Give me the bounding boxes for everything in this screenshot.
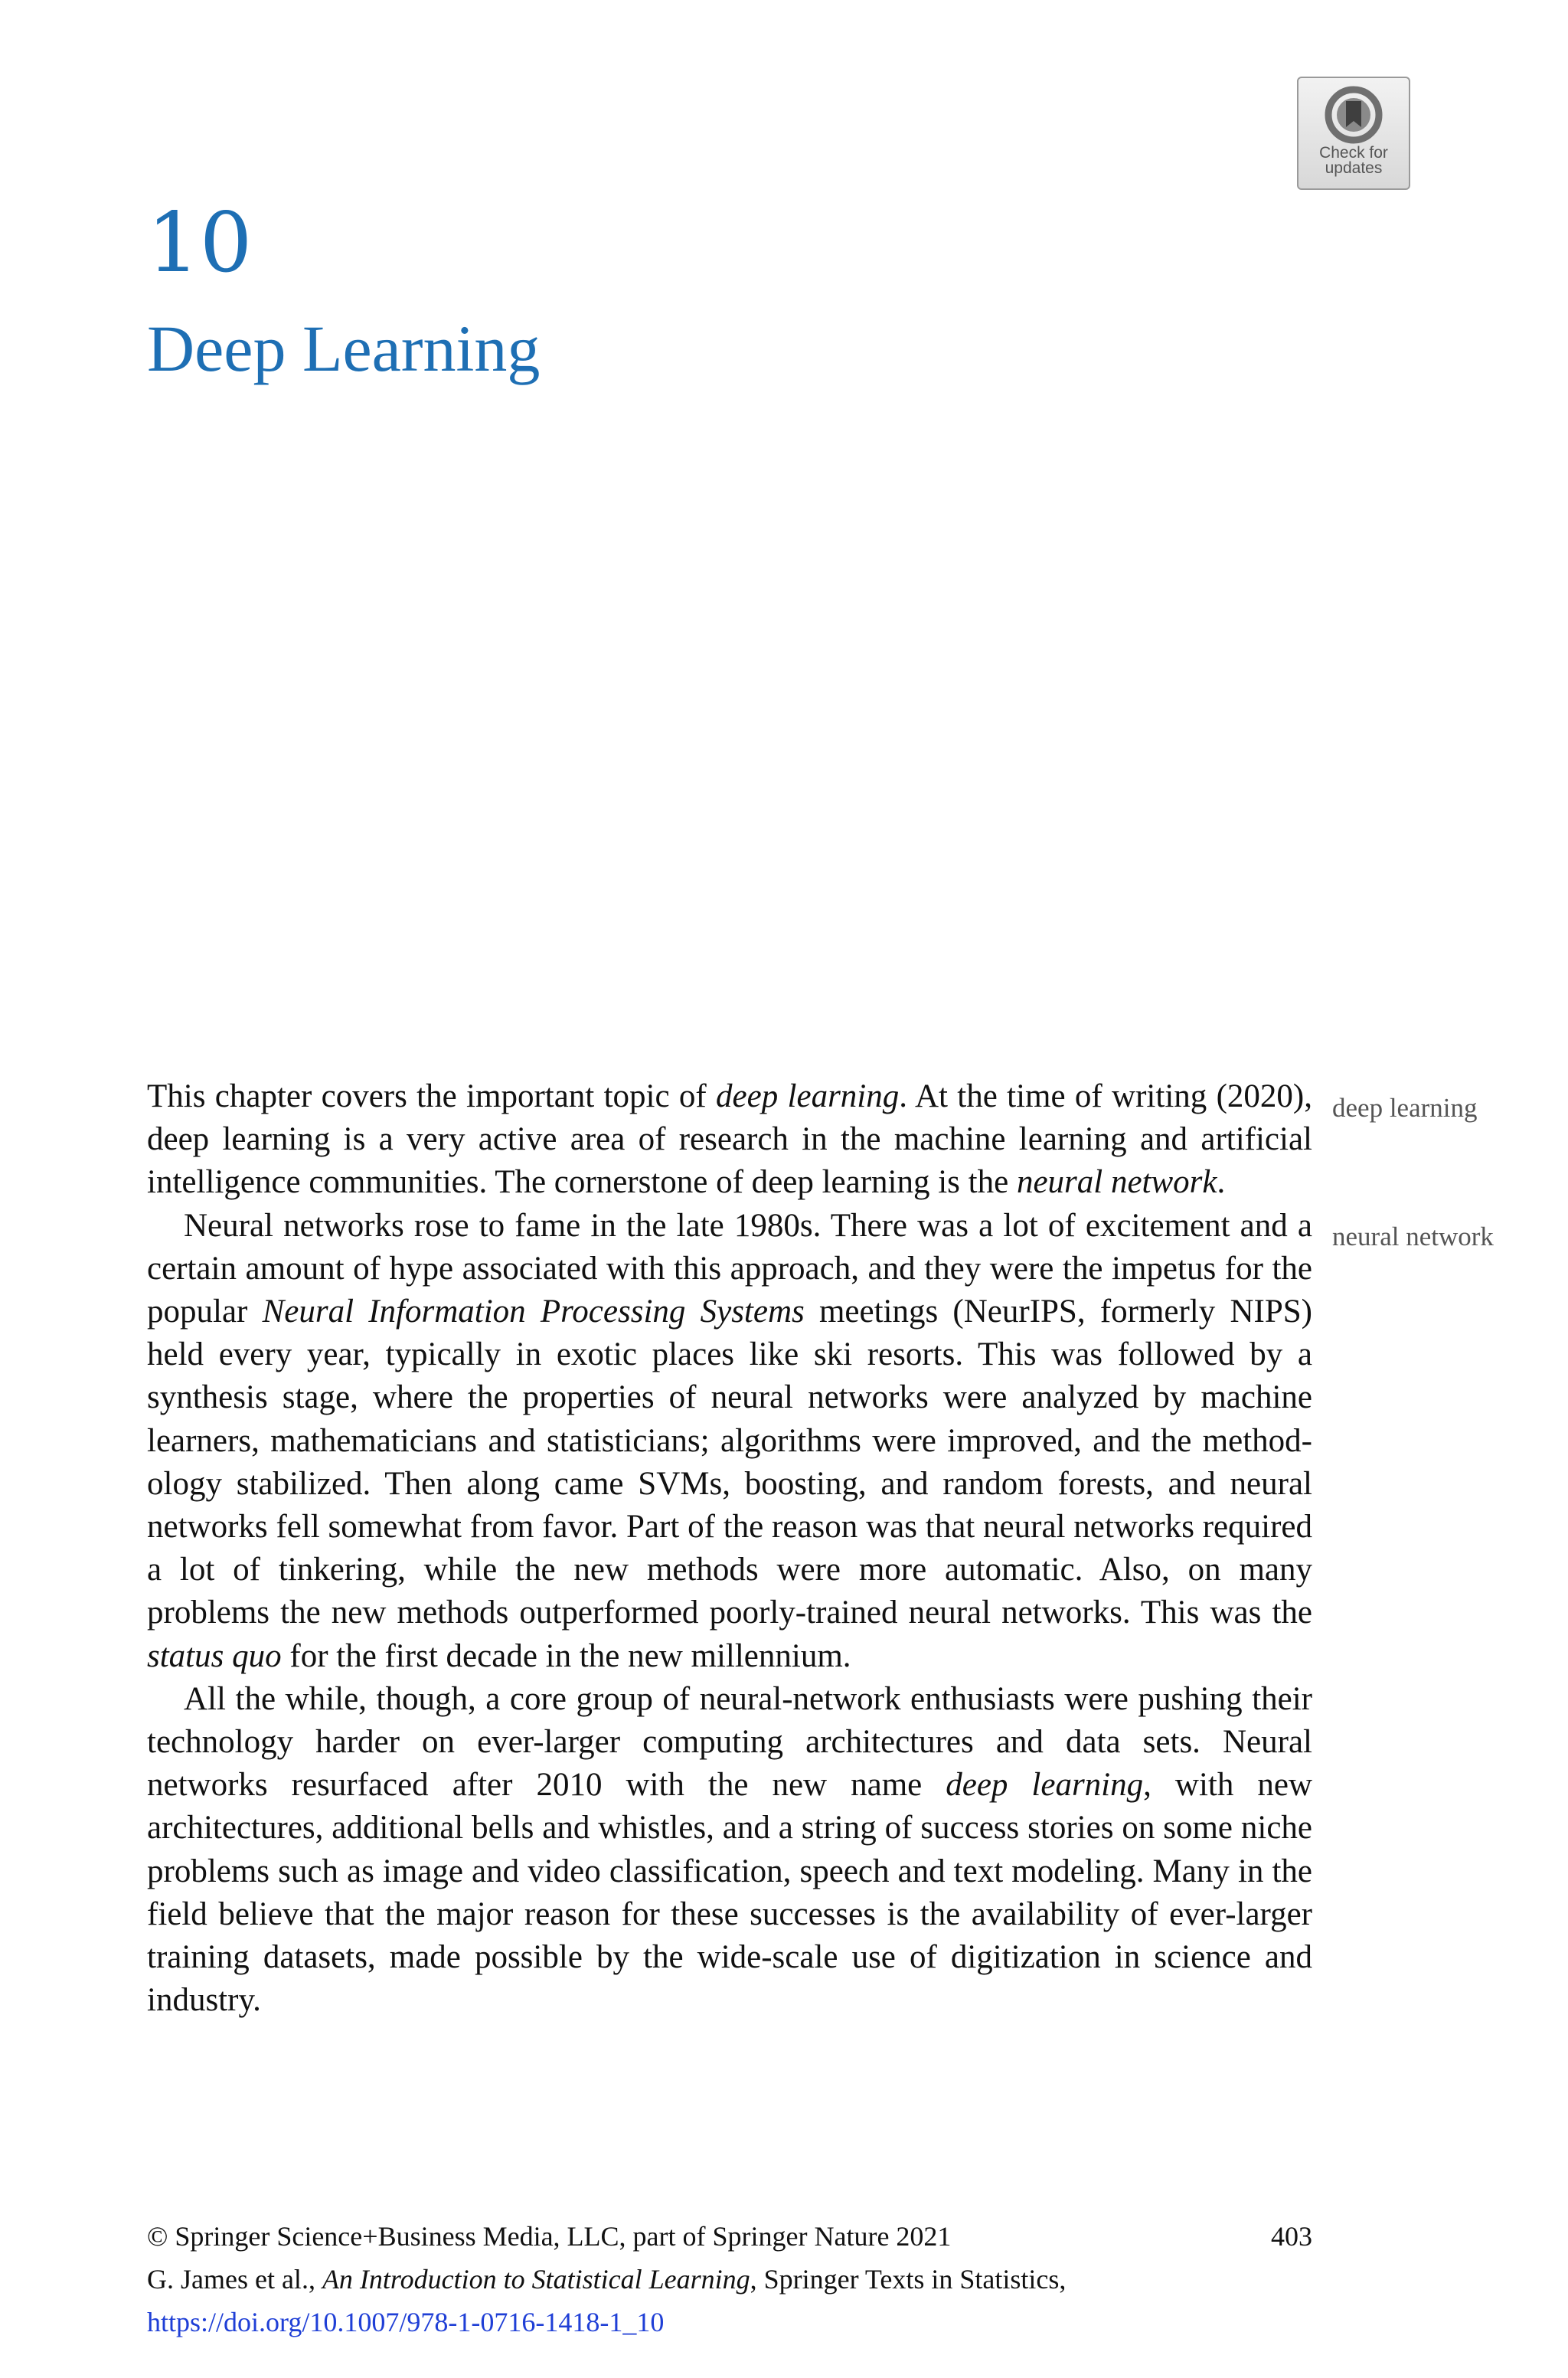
- emphasis-p0: neural network: [1016, 1164, 1217, 1201]
- paragraph-intro: [147, 1075, 1312, 1205]
- emphasis-p0: deep learning: [716, 1078, 900, 1114]
- paragraph-history: [147, 1205, 1312, 1678]
- doi-link[interactable]: https://doi.org/10.1007/978-1-0716-1418-1_10: [147, 2307, 665, 2337]
- chapter-number: 10: [147, 195, 253, 291]
- emphasis-p2: deep learning: [946, 1767, 1144, 1804]
- margin-note-neural-network: neural network: [1332, 1222, 1494, 1251]
- text-run-p1: Neural networks rose to fame in the late 1980s. There was a lot of excitement and a certain amount of hype associated with this approach, and they were the impetus for the popular: [147, 1207, 1312, 1330]
- text-run-p1: meetings (NeurIPS, formerly NIPS) held every year, typically in exotic places like ski resorts. This was followed by a synthesis stage, where the properties of neural networks were analyzed by machine learners, mathematicians and statisticians; algorithms were improved, and the methodology stabilized. Then along came SVMs, boosting, and random forests, and neural networks fell somewhat from favor. Part of the reason was that neural networks required a lot of tinkering, while the new methods were more automatic. Also, on many problems the new methods outperformed poorly-trained neural networks. This was the: [147, 1294, 1312, 1631]
- text-run-citation: , Springer Texts in Statistics,: [750, 2264, 1067, 2295]
- bookmark-ring-icon: [1325, 86, 1383, 144]
- paragraph-resurgence: [147, 1678, 1312, 2023]
- chapter-title: Deep Learning: [147, 312, 541, 385]
- emphasis-citation: An Introduction to Statistical Learning: [322, 2264, 750, 2295]
- text-run-p2: , with new architectures, additional bells and whistles, and a string of success stories on some niche problems such as image and video classification, speech and text modeling. Many in the field believe that the major reason for these successes is the availability of ever-larger training datasets, made possible by the wide-scale use of digitization in science and industry.: [147, 1767, 1312, 2019]
- emphasis-p1: status quo: [147, 1637, 282, 1674]
- check-for-updates-label: Check for updates: [1319, 144, 1388, 177]
- text-run-p0: . At the time of writing (2020), deep learning is a very active area of research in the machine learning and artificial intelligence communities. The cornerstone of deep learning is the: [147, 1078, 1312, 1201]
- text-run-p0: .: [1217, 1164, 1226, 1201]
- copyright-notice: © Springer Science+Business Media, LLC, part of Springer Nature 2021: [147, 2221, 952, 2252]
- check-for-updates-badge[interactable]: [1297, 77, 1410, 190]
- text-run-p0: This chapter covers the important topic of: [147, 1078, 717, 1114]
- text-run-p2: All the while, though, a core group of neural-network enthusiasts were pushing their technology harder on ever-larger computing architectures and data sets. Neural networks resurfaced after 2010 with the new name: [147, 1680, 1312, 1804]
- chapter-body: [147, 1075, 1312, 2022]
- page-number: 403: [1271, 2221, 1312, 2252]
- text-run-citation: G. James et al.,: [147, 2264, 322, 2295]
- page-footer: [147, 2215, 1312, 2344]
- text-run-p1: for the first decade in the new millennium.: [281, 1637, 851, 1674]
- margin-note-deep-learning: deep learning: [1332, 1093, 1478, 1123]
- emphasis-p1: Neural Information Processing Systems: [262, 1294, 805, 1330]
- citation-line: [147, 2258, 1312, 2301]
